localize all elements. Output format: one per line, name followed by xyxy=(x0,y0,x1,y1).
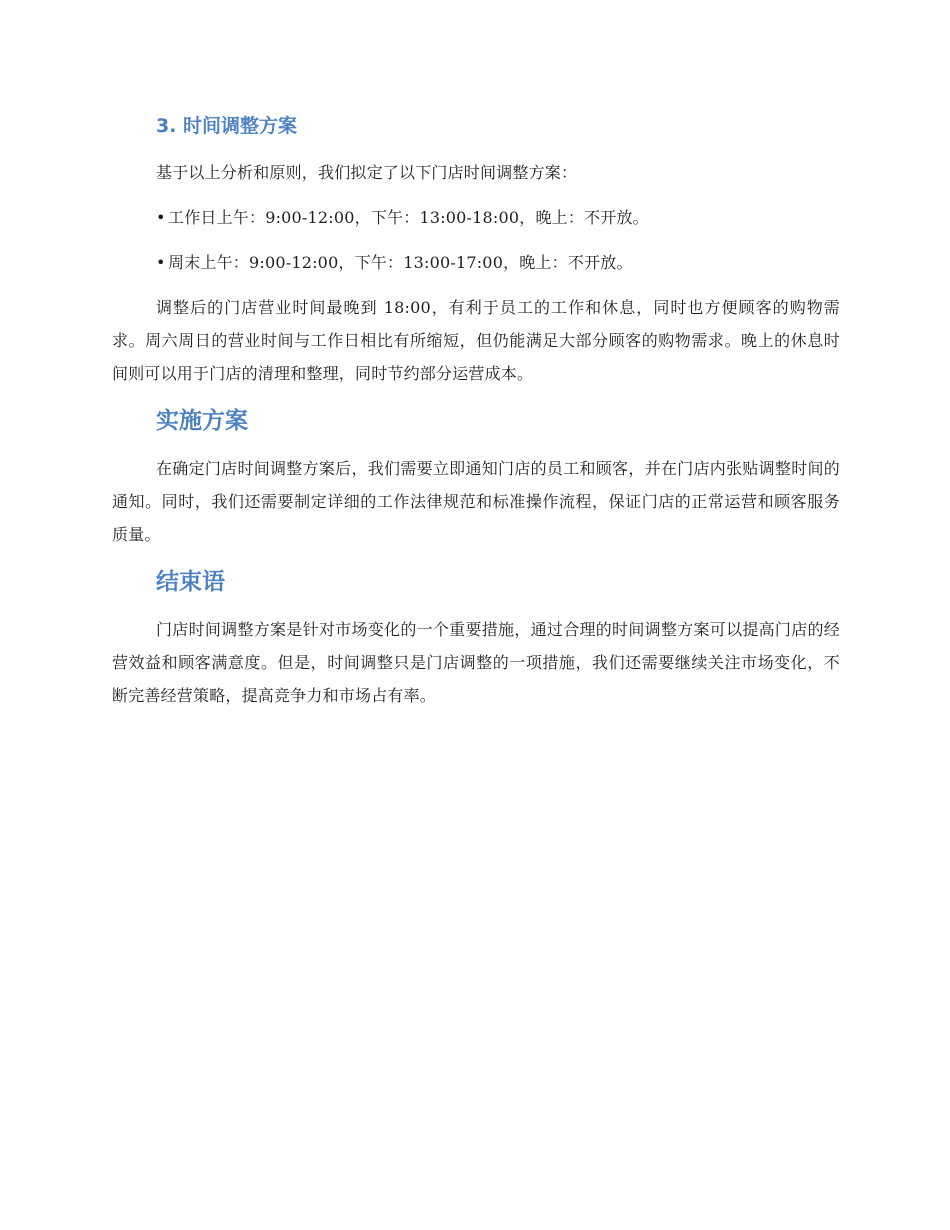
time-plan-heading: 3. 时间调整方案 xyxy=(156,115,298,137)
bullet-weekday xyxy=(112,201,840,234)
time-plan-intro: 基于以上分析和原则，我们拟定了以下门店时间调整方案： xyxy=(156,163,578,182)
conclusion-heading: 结束语 xyxy=(156,569,225,595)
time-plan-paragraph: 调整后的门店营业时间最晚到 18:00，有利于员工的工作和休息，同时也方便顾客的购物需求。周六周日的营业时间与工作日相比有所缩短，但仍能满足大部分顾客的购物需求。晚上的休息时间则可以用于门店的清理和整理，同时节约部分运营成本。 xyxy=(112,298,840,383)
implementation-heading: 实施方案 xyxy=(156,408,248,434)
implementation-paragraph: 在确定门店时间调整方案后，我们需要立即通知门店的员工和顾客，并在门店内张贴调整时间的通知。同时，我们还需要制定详细的工作法律规范和标准操作流程，保证门店的正常运营和顾客服务质量。 xyxy=(112,459,840,544)
conclusion-paragraph: 门店时间调整方案是针对市场变化的一个重要措施，通过合理的时间调整方案可以提高门店的经营效益和顾客满意度。但是，时间调整只是门店调整的一项措施，我们还需要继续关注市场变化，不断完善经营策略，提高竞争力和市场占有率。 xyxy=(112,620,840,705)
bullet-weekday-text: 工作日上午：9:00-12:00，下午：13:00-18:00，晚上：不开放。 xyxy=(168,208,649,227)
bullet-weekend-text: 周末上午：9:00-12:00，下午：13:00-17:00，晚上：不开放。 xyxy=(168,253,633,272)
bullet-marker: • xyxy=(156,253,166,272)
bullet-weekend xyxy=(112,246,840,279)
document-content xyxy=(112,108,840,712)
bullet-marker: • xyxy=(156,208,166,227)
